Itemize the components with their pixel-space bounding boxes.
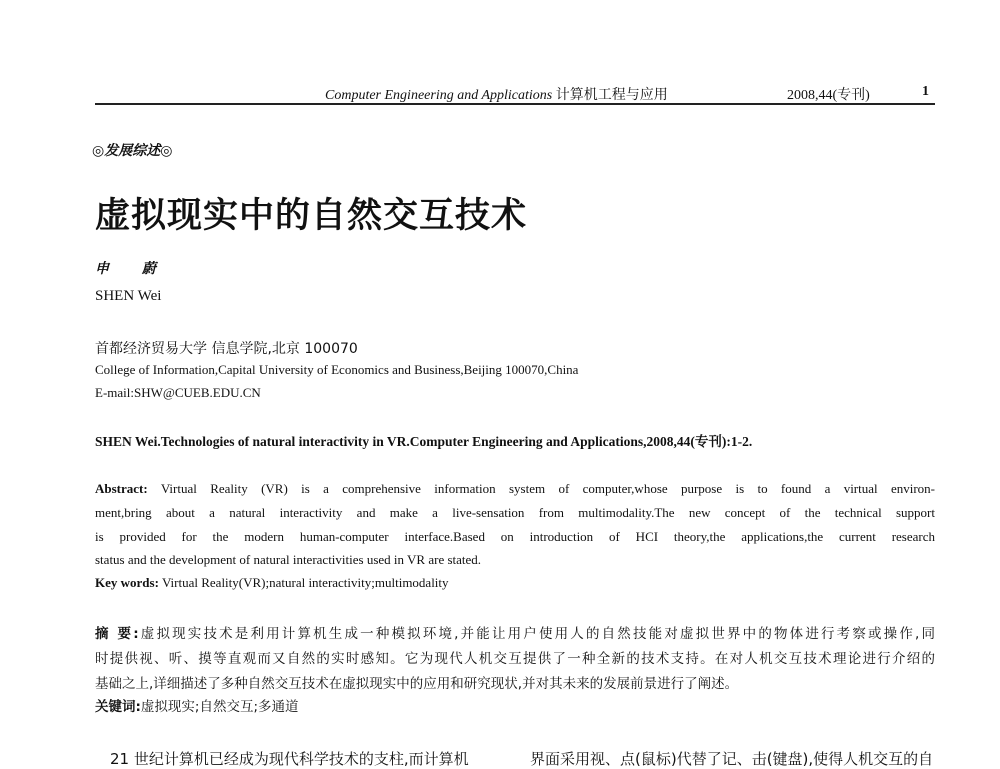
keywords-cn: 关键词:虚拟现实;自然交互;多通道 <box>95 699 299 715</box>
abstract-label: Abstract: <box>95 481 148 496</box>
body-text-left: 21 世纪计算机已经成为现代科学技术的支柱,而计算机 <box>110 750 469 768</box>
author-cn: 申 蔚 <box>95 261 170 277</box>
abstract-en-line: status and the development of natural interactivities used in VR are stated. <box>95 552 482 567</box>
running-header <box>95 84 935 104</box>
author-en: SHEN Wei <box>95 288 162 304</box>
volume-issue: 2008,44(专刊) <box>787 88 870 103</box>
abstract-cn-line: 时提供视、听、摸等直观而又自然的实时感知。它为现代人机交互提供了一种全新的技术支持。在对人机交互技术理论进行介绍的 <box>95 651 935 667</box>
column-label: ◎发展综述◎ <box>92 143 173 159</box>
journal-name: Computer Engineering and Applications 计算机工程与应用 <box>325 88 668 103</box>
abstract-en-line: Abstract: Virtual Reality (VR) is a comprehensive information system of computer,whose purpose is to found a virtual environ- <box>95 481 936 496</box>
keywords-en: Key words: Virtual Reality(VR);natural interactivity;multimodality <box>95 575 449 590</box>
abstract-cn-label: 摘 要: <box>95 626 139 642</box>
abstract-cn-line: 基础之上,详细描述了多种自然交互技术在虚拟现实中的应用和研究现状,并对其未来的发展前景进行了阐述。 <box>95 676 739 692</box>
affiliation-cn: 首都经济贸易大学 信息学院,北京 100070 <box>95 341 358 357</box>
email: E-mail:SHW@CUEB.EDU.CN <box>95 385 261 400</box>
abstract-en-line: ment,bring about a natural interactivity and make a live-sensation from multimodality.The new concept of the technical support <box>95 505 935 520</box>
header-rule <box>95 103 935 105</box>
page-number: 1 <box>922 84 929 99</box>
body-text-right: 界面采用视、点(鼠标)代替了记、击(键盘),使得人机交互的自 <box>530 750 934 768</box>
paper-title: 虚拟现实中的自然交互技术 <box>95 196 528 235</box>
citation: SHEN Wei.Technologies of natural interactivity in VR.Computer Engineering and Applications,2008,44(专刊):1-2. <box>95 434 753 449</box>
affiliation-en: College of Information,Capital University of Economics and Business,Beijing 100070,China <box>95 362 579 377</box>
keywords-label: Key words: <box>95 575 159 590</box>
keywords-cn-label: 关键词: <box>95 699 141 715</box>
abstract-cn-line: 摘 要:虚拟现实技术是利用计算机生成一种模拟环境,并能让用户使用人的自然技能对虚拟世界中的物体进行考察或操作,同 <box>95 626 935 642</box>
abstract-en-line: is provided for the modern human-computer interface.Based on introduction of HCI theory,the applications,the current research <box>95 529 935 544</box>
